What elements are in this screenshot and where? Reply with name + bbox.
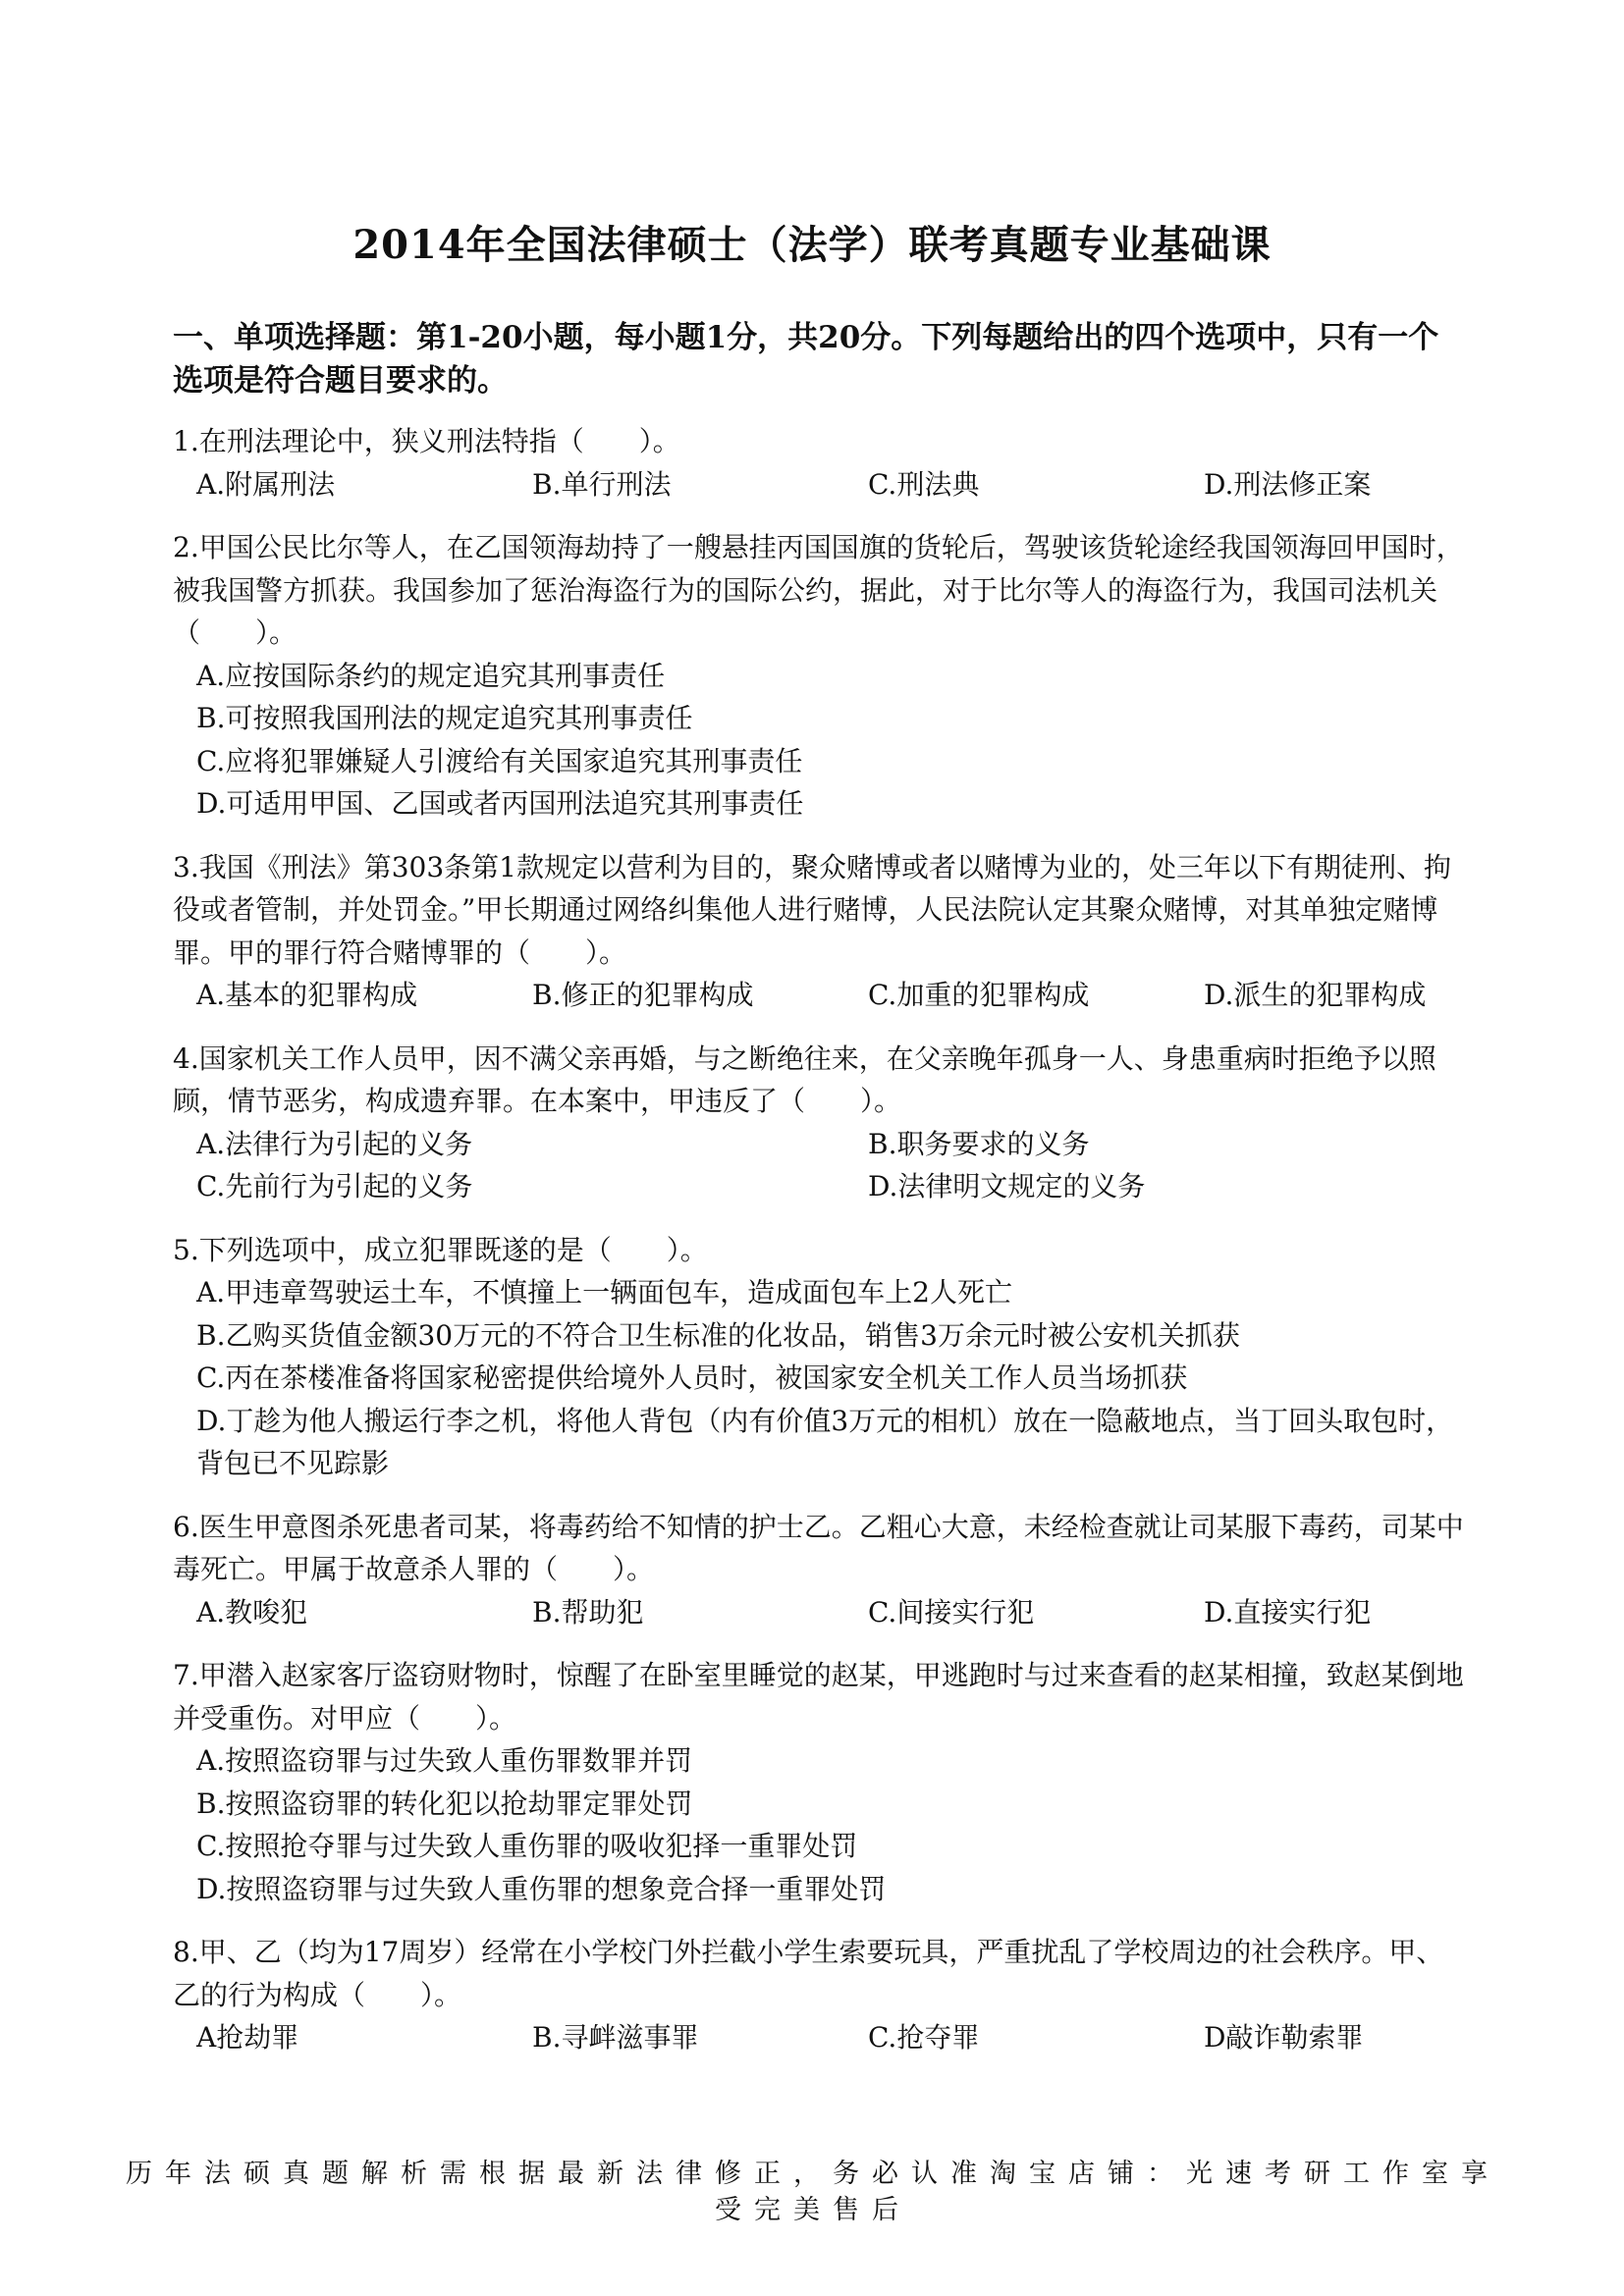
option-a: A.教唆犯	[196, 1595, 308, 1629]
option-a: A.按照盗窃罪与过失致人重伤罪数罪并罚	[196, 1744, 693, 1777]
question-1	[173, 420, 1469, 506]
option-list	[173, 463, 1469, 507]
question-list	[173, 420, 1469, 2080]
section-heading: 一、单项选择题：第1-20小题，每小题1分，共20分。下列每题给出的四个选项中，只有一个选项是符合题目要求的。	[173, 320, 1439, 399]
option-b: B.乙购买货值金额30万元的不符合卫生标准的化妆品，销售3万余元时被公安机关抓获	[196, 1318, 1240, 1352]
option-a: A抢劫罪	[196, 2021, 299, 2054]
question-stem: 6.医生甲意图杀死患者司某，将毒药给不知情的护士乙。乙粗心大意，未经检查就让司某服下毒药，司某中毒死亡。甲属于故意杀人罪的（ ）。	[173, 1510, 1464, 1585]
question-stem: 1.在刑法理论中，狭义刑法特指（ ）。	[173, 425, 680, 457]
page-title: 2014年全国法律硕士（法学）联考真题专业基础课	[352, 222, 1272, 268]
option-d: D.可适用甲国、乙国或者丙国刑法追究其刑事责任	[196, 787, 804, 820]
footer-notice: 历年法硕真题解析需根据最新法律修正，务必认准淘宝店铺：光速考研工作室享受完美售后	[126, 2159, 1500, 2225]
option-b: B.职务要求的义务	[868, 1127, 1090, 1160]
option-c: C.先前行为引起的义务	[196, 1170, 473, 1202]
question-stem: 2.甲国公民比尔等人，在乙国领海劫持了一艘悬挂丙国国旗的货轮后，驾驶该货轮途经我国领海回甲国时，被我国警方抓获。我国参加了惩治海盗行为的国际公约，据此，对于比尔等人的海盗行为，我国司法机关（ ）。	[173, 531, 1464, 649]
option-d: D.直接实行犯	[1204, 1595, 1372, 1629]
option-b: B.单行刑法	[532, 467, 672, 501]
option-c: C.间接实行犯	[868, 1595, 1035, 1629]
option-list	[173, 2016, 1469, 2059]
option-d: D.丁趁为他人搬运行李之机，将他人背包（内有价值3万元的相机）放在一隐蔽地点，当丁回头取包时，背包已不见踪影	[196, 1404, 1454, 1479]
question-stem: 4.国家机关工作人员甲，因不满父亲再婚，与之断绝往来，在父亲晚年孤身一人、身患重病时拒绝予以照顾，情节恶劣，构成遗弃罪。在本案中，甲违反了（ ）。	[173, 1041, 1436, 1117]
question-stem: 5.下列选项中，成立犯罪既遂的是（ ）。	[173, 1233, 708, 1266]
option-d: D.按照盗窃罪与过失致人重伤罪的想象竞合择一重罪处罚	[196, 1872, 887, 1905]
question-7	[173, 1654, 1469, 1910]
option-c: C.加重的犯罪构成	[868, 979, 1090, 1011]
option-c: C.抢夺罪	[868, 2021, 980, 2054]
option-list	[173, 655, 1469, 826]
option-c: C.按照抢夺罪与过失致人重伤罪的吸收犯择一重罪处罚	[196, 1830, 858, 1862]
question-stem: 7.甲潜入赵家客厅盗窃财物时，惊醒了在卧室里睡觉的赵某，甲逃跑时与过来查看的赵某相撞，致赵某倒地并受重伤。对甲应（ ）。	[173, 1659, 1464, 1735]
question-6	[173, 1506, 1469, 1634]
option-b: B.修正的犯罪构成	[532, 979, 754, 1011]
option-list	[173, 974, 1469, 1017]
question-5	[173, 1229, 1469, 1485]
option-d: D.派生的犯罪构成	[1204, 979, 1427, 1011]
question-4	[173, 1038, 1469, 1208]
option-d: D敲诈勒索罪	[1204, 2021, 1364, 2054]
option-d: D.法律明文规定的义务	[868, 1170, 1146, 1202]
option-a: A.甲违章驾驶运土车，不慎撞上一辆面包车，造成面包车上2人死亡	[196, 1276, 1012, 1308]
option-a: A.法律行为引起的义务	[196, 1127, 473, 1160]
question-stem: 3.我国《刑法》第303条第1款规定以营利为目的，聚众赌博或者以赌博为业的，处三年以下有期徒刑、拘役或者管制，并处罚金。”甲长期通过网络纠集他人进行赌博，人民法院认定其聚众赌博，对其单独定赌博罪。甲的罪行符合赌博罪的（ ）。	[173, 850, 1451, 969]
option-b: B.可按照我国刑法的规定追究其刑事责任	[196, 702, 693, 734]
option-b: B.帮助犯	[532, 1595, 644, 1629]
question-2	[173, 526, 1469, 826]
option-c: C.刑法典	[868, 467, 980, 501]
option-b: B.寻衅滋事罪	[532, 2021, 699, 2054]
question-3	[173, 846, 1469, 1017]
option-list	[173, 1271, 1469, 1485]
option-list	[173, 1591, 1469, 1634]
option-a: A.基本的犯罪构成	[196, 979, 418, 1011]
option-a: A.应按国际条约的规定追究其刑事责任	[196, 659, 666, 692]
question-stem: 8.甲、乙（均为17周岁）经常在小学校门外拦截小学生索要玩具，严重扰乱了学校周边的社会秩序。甲、乙的行为构成（ ）。	[173, 1936, 1444, 2011]
option-c: C.丙在茶楼准备将国家秘密提供给境外人员时，被国家安全机关工作人员当场抓获	[196, 1362, 1188, 1394]
option-a: A.附属刑法	[196, 467, 336, 501]
option-d: D.刑法修正案	[1204, 467, 1372, 501]
option-c: C.应将犯罪嫌疑人引渡给有关国家追究其刑事责任	[196, 744, 803, 777]
option-list	[173, 1123, 1469, 1208]
option-b: B.按照盗窃罪的转化犯以抢劫罪定罪处罚	[196, 1787, 693, 1820]
question-8	[173, 1931, 1469, 2059]
option-list	[173, 1739, 1469, 1910]
